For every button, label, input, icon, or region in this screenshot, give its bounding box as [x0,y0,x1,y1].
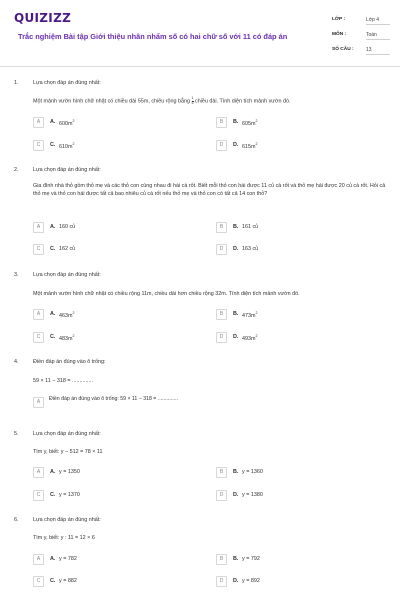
option-checkbox[interactable]: A [33,554,44,565]
answer-option-b[interactable]: B B. $605m^2$ [216,117,376,129]
answer-option-d[interactable]: D D. $493m^2$ [216,332,376,344]
question-instruction: Lựa chọn đáp án đúng nhất: [33,517,101,523]
option-checkbox[interactable]: B [216,554,227,565]
option-checkbox[interactable]: D [216,490,227,501]
question-count-value: 13 [366,44,390,55]
option-checkbox[interactable]: A [33,467,44,478]
worksheet-title: Trắc nghiệm Bài tập Giới thiệu nhân nhẩm số có hai chữ số với 11 có đáp án [18,32,288,41]
question-instruction: Lựa chọn đáp án đúng nhất: [33,431,101,437]
question-text: Một mảnh vườn hình chữ nhật có chiều rộng 11m, chiều dài hơn chiều rộng 32m. Tính diện tích mảnh vườn đó. [33,291,300,297]
answer-option-c[interactable]: C C. y = 882 [33,576,193,588]
fill-in-text: Điền đáp án đúng vào ô trống: 59 × 11 − 318 = .............. [49,396,178,402]
option-checkbox[interactable]: C [33,490,44,501]
answer-option-a[interactable]: A A. $600m^2$ [33,117,193,129]
question-text: Gia đình nhà thỏ gồm thỏ mẹ và các thỏ con cùng nhau đi hái cà rốt. Biết mỗi thỏ con hái được 11 củ cà rốt và thỏ mẹ hái được 20 củ cà rốt. Hỏi cả thỏ mẹ và thỏ con hái được tất cả bao nhiêu củ cà rốt nếu thỏ mẹ và thỏ con có tất cả 14 con thỏ? [33,183,386,198]
answer-option-d[interactable]: D D. y = 892 [216,576,376,588]
question-text: Tìm y, biết: y − 512 = 78 × 11 [33,449,103,455]
answer-option-d[interactable]: D D. y = 1380 [216,490,376,502]
answer-option-b[interactable]: B B. $473m^2$ [216,309,376,321]
subject-value: Toán [366,29,390,40]
answer-option-b[interactable]: B B. 161 củ [216,222,376,234]
option-checkbox[interactable]: C [33,140,44,151]
option-checkbox[interactable]: C [33,332,44,343]
meta-label: LỚP : [332,17,346,22]
option-checkbox[interactable]: D [216,244,227,255]
question-number: 6. [14,517,19,523]
grade-value: Lớp 4 [366,14,390,25]
option-checkbox[interactable]: A [33,222,44,233]
meta-label: SỐ CÂU : [332,47,354,52]
answer-option-d[interactable]: D D. 163 củ [216,244,376,256]
answer-option-c[interactable]: C C. $610m^2$ [33,140,193,152]
quizizz-logo: QUIZIZZ [14,11,72,25]
answer-option-b[interactable]: B B. y = 1360 [216,467,376,479]
answer-option-a[interactable]: A A. y = 1350 [33,467,193,479]
option-checkbox[interactable]: D [216,332,227,343]
question-instruction: Điền đáp án đúng vào ô trống: [33,359,106,365]
option-checkbox[interactable]: A [33,397,44,408]
question-number: 5. [14,431,19,437]
question-number: 1. [14,80,19,86]
answer-option-b[interactable]: B B. y = 792 [216,554,376,566]
header-divider [0,66,400,67]
answer-option-a[interactable]: A A. y = 782 [33,554,193,566]
answer-option-c[interactable]: C C. $483m^2$ [33,332,193,344]
meta-row-count [332,44,390,59]
question-text: Một mảnh vườn hình chữ nhật có chiều dài 55m, chiều rộng bằng $\frac{1}{5}$ chiều dài. Tính diện tích mảnh vườn đó. [33,96,291,105]
fraction: $\frac{1}{5}$ [191,96,194,105]
answer-option-c[interactable]: C C. 162 củ [33,244,193,256]
meta-label: MÔN : [332,32,347,37]
question-text: Tìm y, biết: y : 11 = 12 × 6 [33,535,95,541]
question-instruction: Lựa chọn đáp án đúng nhất: [33,167,101,173]
answer-option-a[interactable]: A A. $463m^2$ [33,309,193,321]
question-instruction: Lựa chọn đáp án đúng nhất: [33,272,101,278]
option-checkbox[interactable]: B [216,467,227,478]
option-checkbox[interactable]: C [33,576,44,587]
option-checkbox[interactable]: B [216,222,227,233]
meta-row-subject [332,29,390,44]
question-number: 2. [14,167,19,173]
question-instruction: Lựa chọn đáp án đúng nhất: [33,80,101,86]
option-checkbox[interactable]: B [216,309,227,320]
option-checkbox[interactable]: D [216,576,227,587]
question-text: 59 × 11 − 318 = .............. [33,378,93,384]
worksheet-meta [332,14,390,59]
question-number: 3. [14,272,19,278]
answer-option-a[interactable]: A A. 160 củ [33,222,193,234]
fill-in-answer[interactable] [33,394,198,412]
answer-option-d[interactable]: D D. $615m^2$ [216,140,376,152]
question-number: 4. [14,359,19,365]
worksheet-header [0,0,400,66]
option-checkbox[interactable]: C [33,244,44,255]
answer-option-c[interactable]: C C. y = 1370 [33,490,193,502]
option-checkbox[interactable]: B [216,117,227,128]
meta-row-grade [332,14,390,29]
option-checkbox[interactable]: D [216,140,227,151]
option-checkbox[interactable]: A [33,309,44,320]
option-checkbox[interactable]: A [33,117,44,128]
